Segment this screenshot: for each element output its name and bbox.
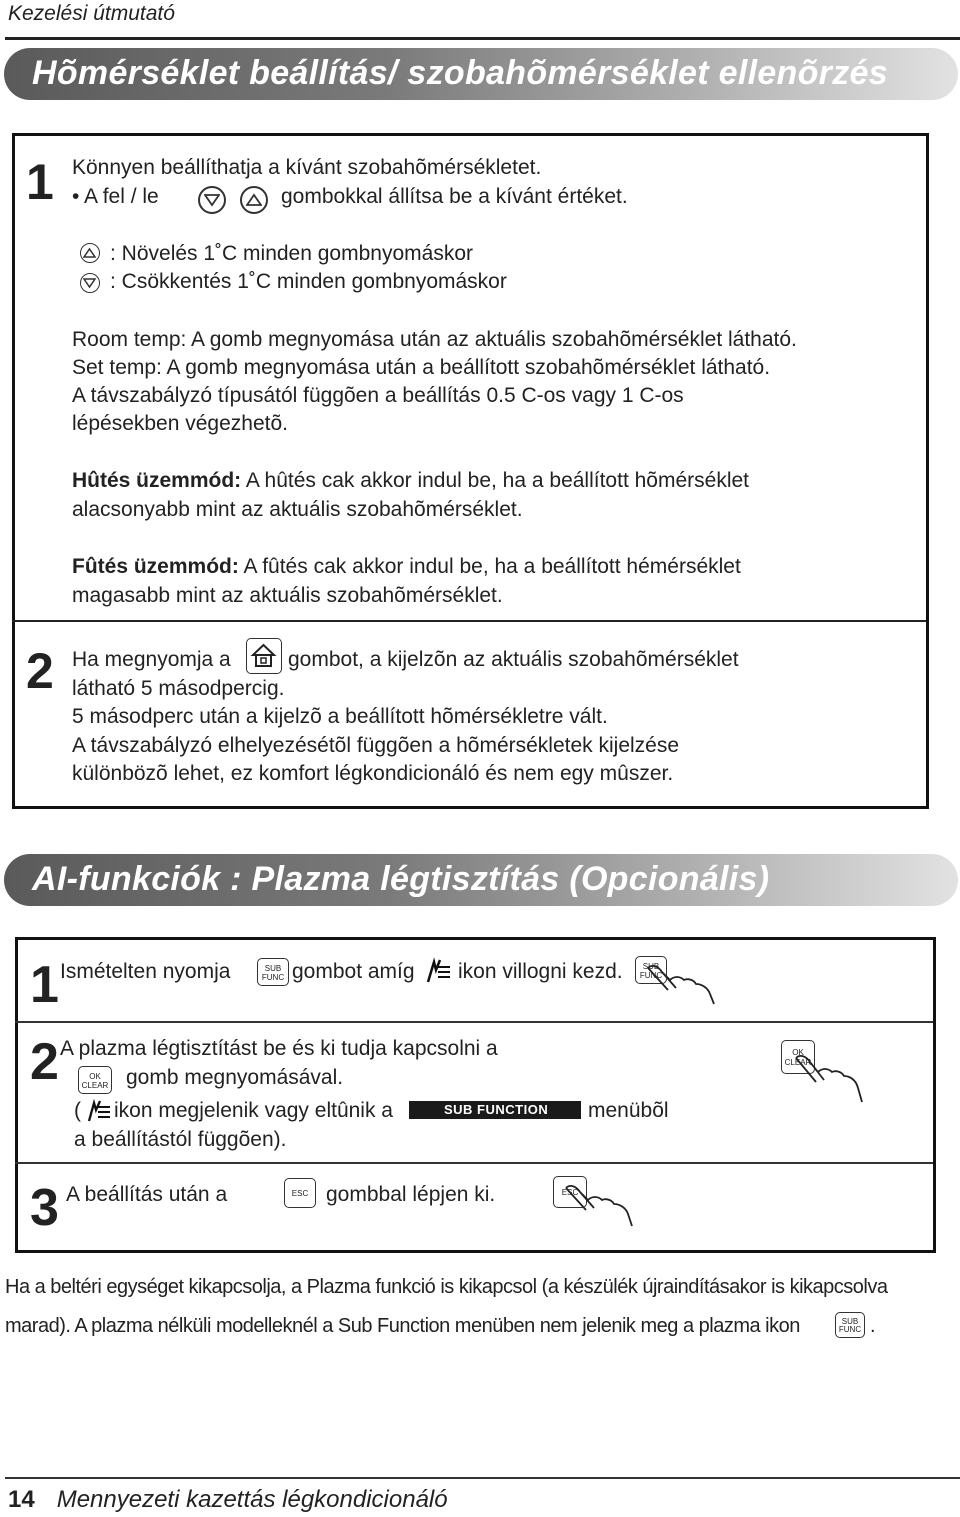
key-label: CLEAR <box>81 1081 109 1090</box>
sub-func-key-icon <box>257 958 289 986</box>
step-divider <box>12 620 926 622</box>
footer-rule <box>5 1477 960 1479</box>
footer-title: Mennyezeti kazettás légkondicionáló <box>56 1486 448 1513</box>
step-text: ( <box>74 1099 81 1122</box>
up-button-icon <box>240 186 268 214</box>
plasma-note: Ha a beltéri egységet kikapcsolja, a Plazma funkció is kikapcsol (a készülék újraindításakor is kikapcsolva <box>5 1276 888 1298</box>
step-text: lépésekben végezhetõ. <box>72 412 288 435</box>
page-footer <box>8 1486 448 1514</box>
set-temp-text: Set temp: A gomb megnyomása után a beállított szobahõmérséklet látható. <box>72 356 771 379</box>
key-label: ESC <box>291 1189 309 1198</box>
step-text: gombokkal állítsa be a kívánt értéket. <box>281 185 628 208</box>
cooling-mode-text: alacsonyabb mint az aktuális szobahõmérséklet. <box>72 498 523 521</box>
step-text: gombot, a kijelzõn az aktuális szobahõmérséklet <box>288 648 739 671</box>
sub-func-key-icon <box>835 1312 865 1338</box>
sub-function-menu-bar: SUB FUNCTION <box>409 1101 581 1119</box>
room-temp-text: Room temp: A gomb megnyomása után az aktuális szobahõmérséklet látható. <box>72 328 797 351</box>
step-text: Könnyen beállíthatja a kívánt szobahõmérsékletet. <box>72 156 542 179</box>
key-label: FUNC <box>838 1325 862 1334</box>
step-text: ikon villogni kezd. <box>458 960 623 983</box>
step-text: Ha megnyomja a <box>72 648 231 671</box>
heating-mode-text <box>72 553 741 581</box>
step-text: gomb megnyomásával. <box>126 1066 344 1089</box>
step-text: ikon megjelenik vagy eltûnik a <box>114 1099 393 1122</box>
section-title: Hõmérséklet beállítás/ szobahõmérséklet ellenõrzés <box>32 54 888 92</box>
step-number: 1 <box>26 154 54 210</box>
step-text: gombot amíg <box>292 960 415 983</box>
section-banner-plasma <box>4 854 958 906</box>
step-text: különbözõ lehet, ez komfort légkondicionáló és nem egy mûszer. <box>72 762 674 785</box>
header-rule <box>5 37 960 40</box>
section-title: AI-funkciók : Plazma légtisztítás (Opcionális) <box>32 860 770 898</box>
step-text: A távszabályzó típusától függõen a beállítás 0.5 C-os vagy 1 C-os <box>72 384 684 407</box>
plasma-icon <box>424 956 452 986</box>
key-label: FUNC <box>261 973 285 982</box>
step-text: a beállítástól függõen). <box>74 1128 287 1151</box>
step-divider <box>15 1021 933 1023</box>
key-label: SUB <box>264 964 282 973</box>
ok-clear-key-icon <box>78 1066 112 1094</box>
key-label: ESC <box>561 1188 579 1197</box>
key-label: OK <box>89 1072 101 1081</box>
key-label: OK <box>792 1048 804 1057</box>
section-banner-temperature <box>4 48 958 100</box>
down-button-icon <box>198 186 226 214</box>
down-arrow-icon <box>80 273 100 293</box>
heating-mode-text: magasabb mint az aktuális szobahõmérséklet. <box>72 584 503 607</box>
step-text: látható 5 másodpercig. <box>72 677 285 700</box>
up-description: : Növelés 1˚C minden gombnyomáskor <box>110 242 473 265</box>
pressing-hand-icon <box>790 1048 870 1108</box>
cooling-mode-desc: A hûtés cak akkor indul be, ha a beállított hõmérséklet <box>241 469 749 492</box>
manual-header-label: Kezelési útmutató <box>8 2 175 25</box>
step-number: 2 <box>26 643 54 699</box>
pressing-hand-icon <box>640 960 720 1010</box>
room-temp-button-icon <box>246 638 282 674</box>
step-text: gombbal lépjen ki. <box>326 1183 496 1206</box>
plasma-note-end: . <box>870 1315 876 1337</box>
down-description: : Csökkentés 1˚C minden gombnyomáskor <box>110 270 507 293</box>
cooling-mode-label: Hûtés üzemmód: <box>72 469 242 492</box>
key-label: FUNC <box>639 971 663 980</box>
plasma-note: marad). A plazma nélküli modelleknél a Sub Function menüben nem jelenik meg a plazma ikon <box>5 1315 800 1337</box>
up-arrow-icon <box>80 243 100 263</box>
step-text: A távszabályzó elhelyezésétõl függõen a hõmérsékletek kijelzése <box>72 734 680 757</box>
cooling-mode-text <box>72 467 749 495</box>
step-text: Ismételten nyomja <box>60 960 231 983</box>
step-text: A plazma légtisztítást be és ki tudja kapcsolni a <box>60 1037 498 1060</box>
step-text: menübõl <box>588 1099 669 1122</box>
esc-key-icon <box>284 1178 316 1208</box>
key-label: SUB <box>642 962 660 971</box>
step-text: 5 másodperc után a kijelzõ a beállított hõmérsékletre vált. <box>72 705 608 728</box>
step-number: 1 <box>30 956 59 1014</box>
heating-mode-label: Fûtés üzemmód: <box>72 555 239 578</box>
key-label: SUB <box>841 1317 859 1326</box>
pressing-hand-icon <box>560 1180 640 1230</box>
step-number: 3 <box>30 1179 59 1237</box>
page-number: 14 <box>8 1486 35 1513</box>
plasma-icon <box>86 1098 112 1124</box>
step-text: A beállítás után a <box>66 1183 228 1206</box>
key-label: CLEAR <box>784 1058 812 1067</box>
step-number: 2 <box>30 1033 59 1091</box>
step-text: • A fel / le <box>72 185 159 208</box>
step-divider <box>15 1162 933 1164</box>
heating-mode-desc: A fûtés cak akkor indul be, ha a beállított hémérséklet <box>238 555 741 578</box>
